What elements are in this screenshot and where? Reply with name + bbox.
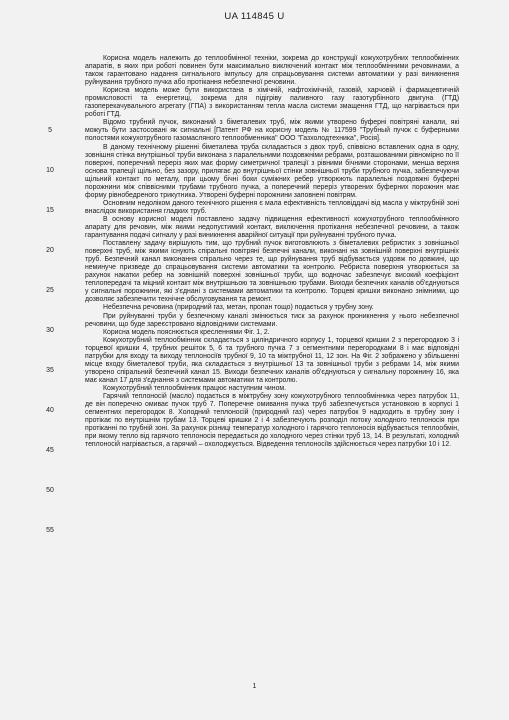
paragraph: Поставлену задачу вирішують тим, що трубний пучок виготовлюють з біметалевих ребристих з зовнішньої поверхні труб, між якими існують спіральні повітряні безпечні канали, виконані на зовнішній поверхні внутрішніх труб. Безпечний канал виконання спірально через те, що руйнування труб відбувається уздовж по довжині, що неминуче призведе до спрацьовування системи автоматики та контролю. Ребриста поверхня утворюється за рахунок накатки ребер на зовнішній поверхні зовнішньої труби, що водночас забезпечує високий коефіцієнт теплопередачі та міцний контакт між внутрішньою та зовнішньою трубами. Виходи безпечних каналів об'єднуються у сигнальні порожнини, які з'єднані з системами автоматики та контролю. Торцеві кришки виконано знімними, що дозволяє забезпечити технічне обслуговування та ремонт.	[85, 240, 459, 304]
paragraph: Кожухотрубний теплообмінник працює наступним чином.	[103, 384, 287, 392]
paragraph: При руйнуванні труби у безпечному каналі змінюється тиск за рахунок проникнення у нього небезпечної речовини, що буде зареєстровано відповідними системами.	[85, 312, 459, 328]
patent-number: UA 114845 U	[224, 11, 285, 22]
line-number: 45	[46, 447, 54, 454]
paragraph: В даному технічному рішенні біметалева труба складається з двох труб, співвісно вставлених одна в одну, зовнішня стінка внутрішньої труби виконана з паралельними поздовжніми ребрами, розташованими рівномірно по її поверхні, поперечний переріз яких має форму симетричної трапеції з рівними бічними сторонами, менша верхня основа трапеції щільно, без зазору, прилягає до внутрішньої стінки зовнішньої труби трубного пучка, забезпечуючи щільний контакт по металу, при цьому бічні боки суміжних ребер утворюють паралельні поздовжні буферні порожнини між співвісними трубами трубного пучка, а поперечний переріз утворених буферних порожнин має форму рівнобедреного трикутника. Утворені буферні порожнини заповнені повітрям.	[85, 143, 459, 199]
paragraph: Гарячий теплоносій (масло) подається в міжтрубну зону кожухотрубного теплообмінника через патрубок 11, де він поперечно омиває пучок труб 7. Поперечне омивання пучка труб забезпечується установкою в корпусі 1 сегментних перегородок 8. Холодний теплоносій (природний газ) через патрубок 9 надходить в трубну зону і протікає по внутрішнім трубам 13. Торцеві кришки 2 і 4 забезпечують розподіл потоку холодного теплоносія при протіканні по трубній зоні. За рахунок різниці температур холодного і гарячого теплоносія відбувається теплообмін, при якому тепло від гарячого теплоносія передається до холодного через стінки труб 13, 14. В результаті, холодний теплоносій нагрівається, а гарячий – охолоджується. Відведення теплоносіїв здійснюється через патрубки 10 і 12.	[85, 392, 459, 449]
line-number: 35	[46, 367, 54, 374]
description-body	[85, 55, 459, 449]
line-number: 25	[46, 287, 54, 294]
line-number: 10	[46, 167, 54, 174]
paragraph: Кожухотрубний теплообмінник складається з циліндричного корпусу 1, торцевої кришки 2 з перегородкою 3 і торцевої кришки 4, трубних решіток 5, 6 та трубного пучка 7 з сегментними перегородками 8 і має відповідні патрубки для входу та виходу теплоносіїв трубної 9, 10 та міжтрубної 11, 12 зон. На Фіг. 2 зображено у збільшенні місце входу біметалевої труби, яка складається з внутрішньої 13 та зовнішньої труби з ребрами 14, між якими утворено спіральний безпечний канал 15. Виходи безпечних каналів об'єднуються у сигнальну порожнину 16, яка має канал 17 для з'єднання з системами автоматики та контролю.	[85, 336, 459, 384]
line-number: 5	[48, 127, 52, 134]
line-number: 20	[46, 247, 54, 254]
line-number: 15	[46, 207, 54, 214]
paragraph: Корисна модель належить до теплообмінної техніки, зокрема до конструкції кожухотрубних теплообмінних апаратів, в яких при роботі повинен бути максимально виключений контакт між теплообмінними речовинами, а також гарантовано надання сигнального імпульсу для спрацьовування системи автоматики у разі виникнення руйнування трубного пучка або протікання небезпечної речовини.	[85, 55, 459, 87]
paragraph: В основу корисної моделі поставлено задачу підвищення ефективності кожухотрубного теплообмінного апарату для речовин, між якими недопустимий контакт, виключення протікання небезпечної речовини, а також гарантування подачі сигналу у разі виникнення аварійної ситуації при руйнуванні трубного пучка.	[85, 215, 459, 240]
paragraph: Відомо трубний пучок, виконаний з біметалевих труб, між якими утворено буферні повітряні канали, які можуть бути застосовані як сигнальні [Патент РФ на корисну модель № 117599 "Трубный пучок с буферными полостями кожухотрубного газомасляного теплообменника" ООО "Газхолодтехника", Росія].	[85, 119, 459, 143]
line-number: 50	[46, 487, 54, 494]
paragraph: Основним недоліком даного технічного рішення є мала ефективність тепловіддачі від масла у міжтрубній зоні внаслідок використання гладких труб.	[85, 199, 459, 215]
paragraph: Небезпечна речовина (природний газ, метан, пропан тощо) подається у трубну зону.	[103, 304, 374, 312]
page-number: 1	[252, 683, 257, 690]
line-number: 30	[46, 327, 54, 334]
paragraph: Корисна модель пояснюється кресленнями Фіг. 1, 2.	[103, 328, 270, 336]
line-number: 55	[46, 527, 54, 534]
paragraph: Корисна модель може бути використана в хімічній, нафтохімічній, газовій, харчовій і фармацевтичній промисловості та енергетиці, зокрема для підігріву паливного газу газотурбінного двигуна (ГТД) газоперекачувального агрегату (ГПА) з використанням тепла масла системи змащення ГТД, що нагрівається при роботі ГТД.	[85, 87, 459, 119]
line-number: 40	[46, 407, 54, 414]
